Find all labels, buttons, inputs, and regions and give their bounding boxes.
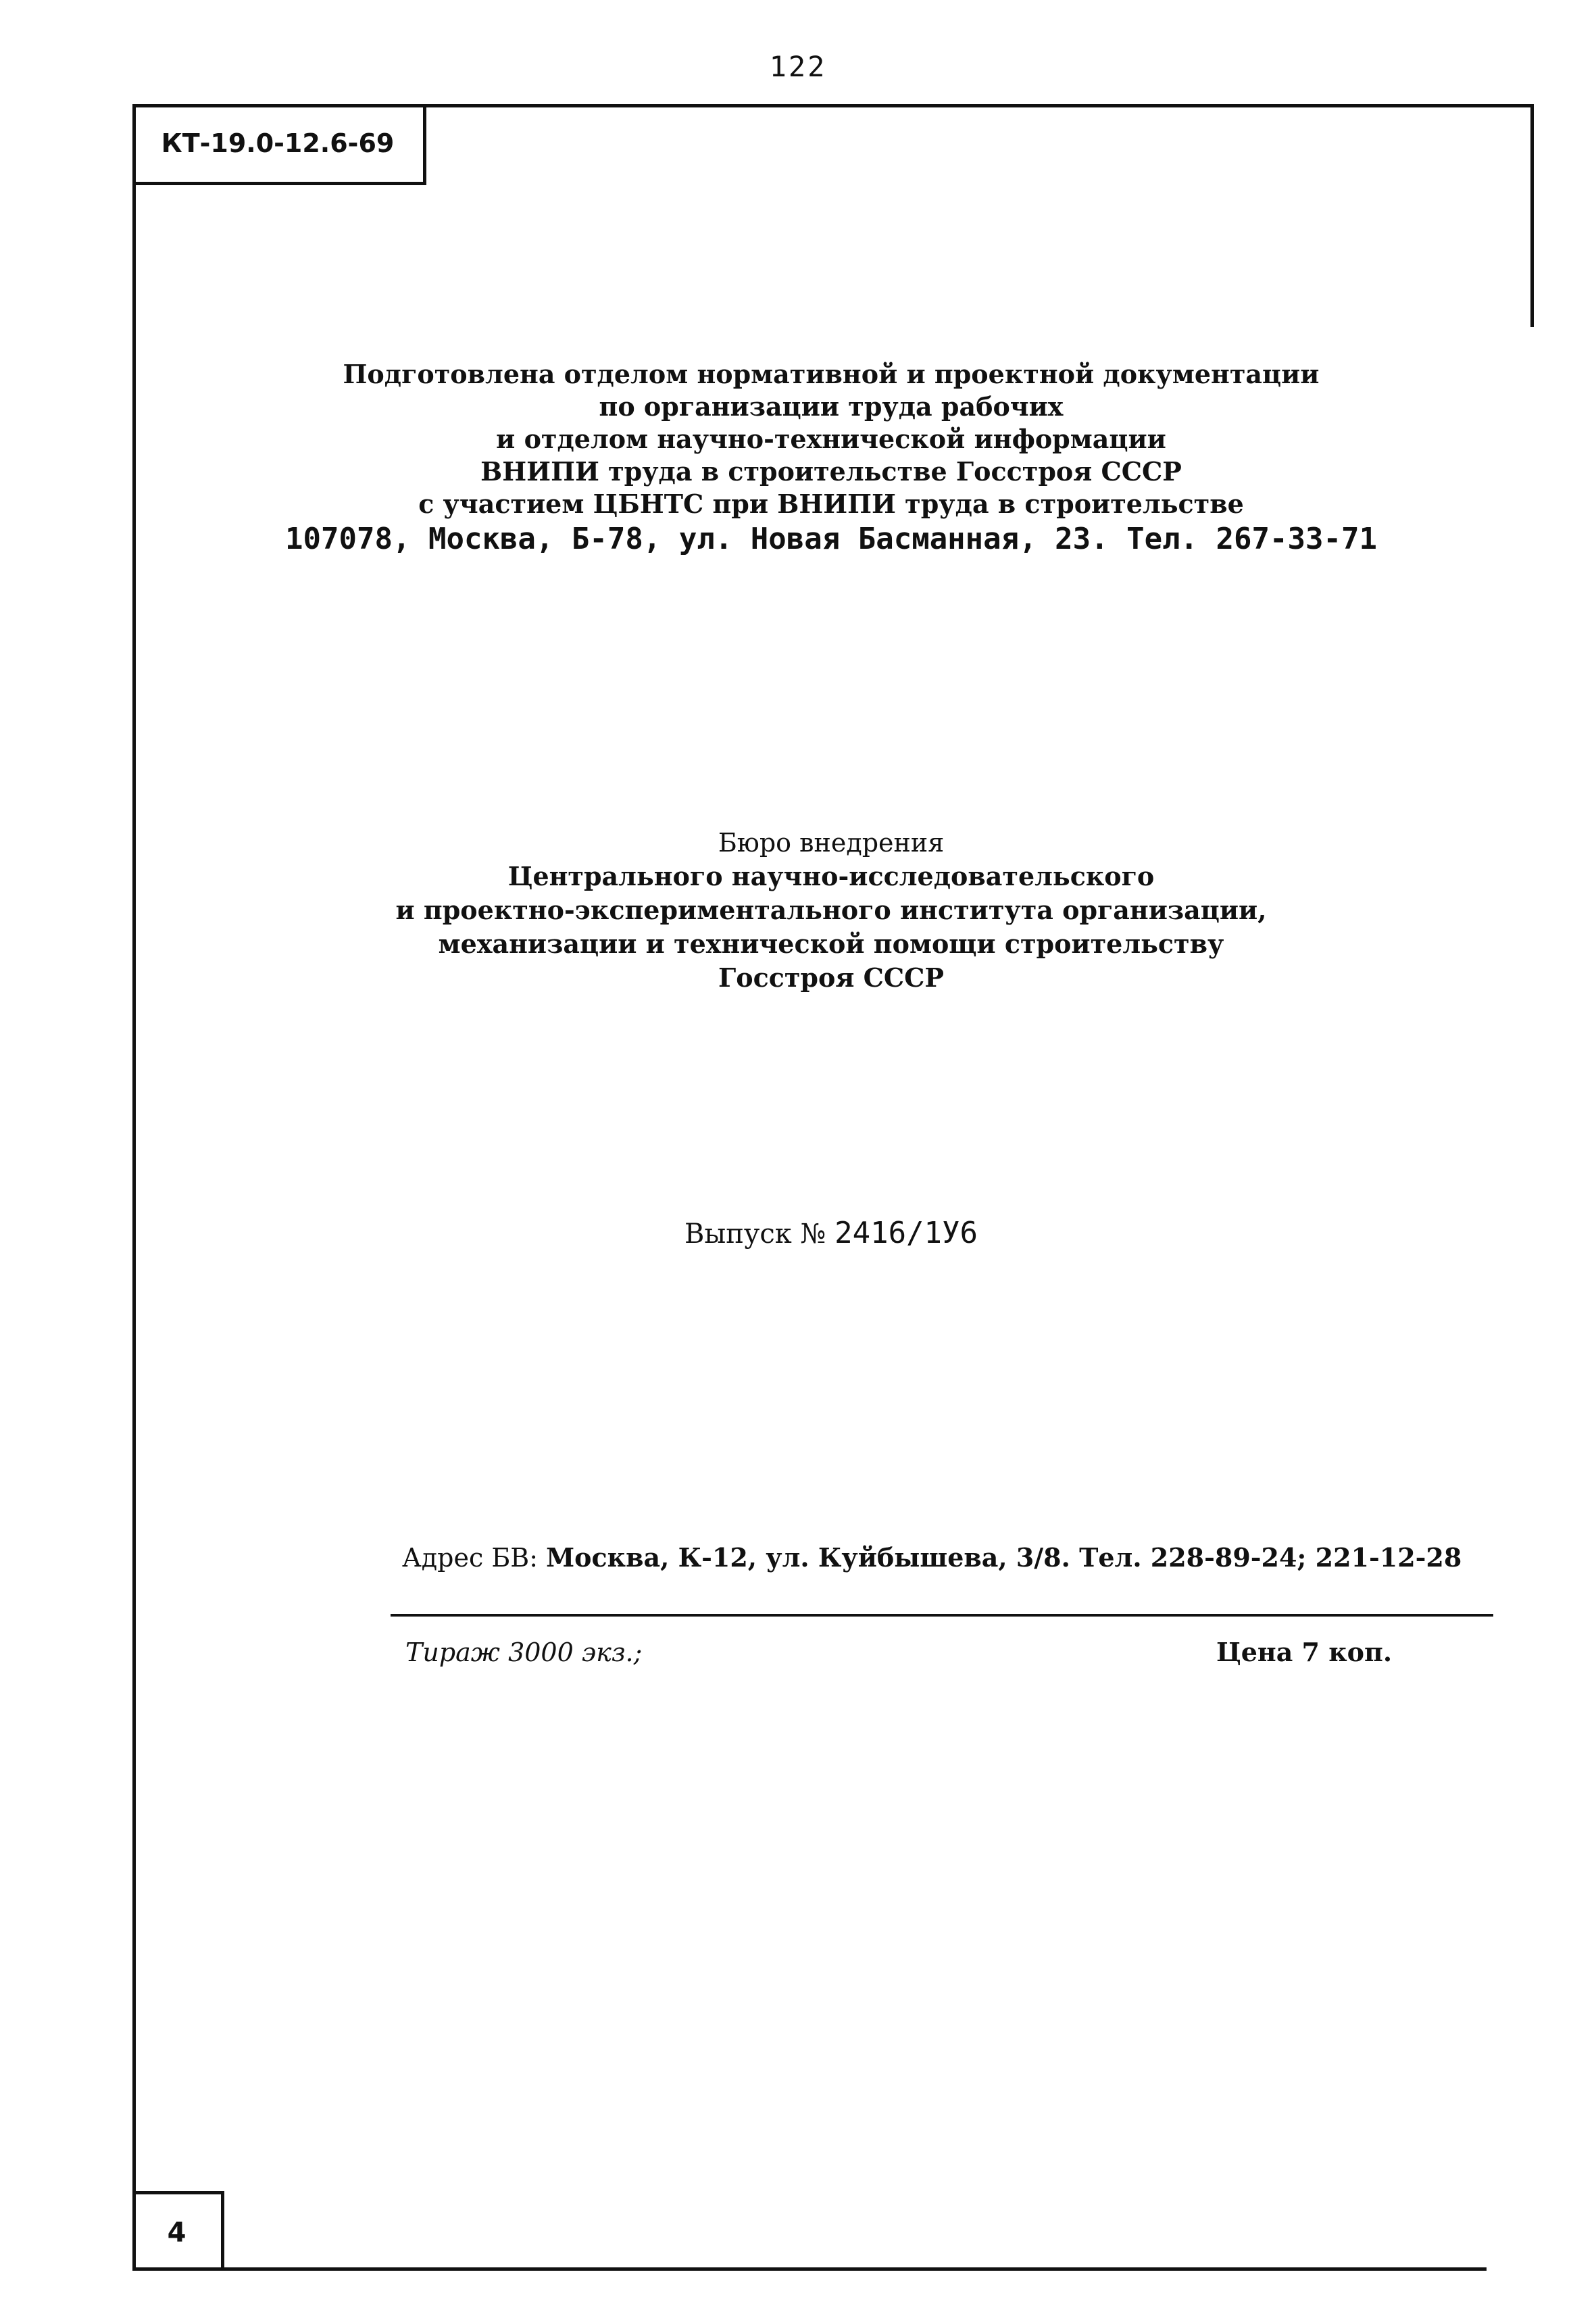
issue-label: Выпуск №	[684, 1218, 826, 1250]
prepared-by-block	[203, 358, 1460, 558]
bv-address-value: Москва, К-12, ул. Куйбышева, 3/8. Тел. 228-89-24; 221-12-28	[546, 1542, 1462, 1573]
bureau-line: Госстроя СССР	[718, 962, 944, 993]
bureau-title: Бюро внедрения	[718, 828, 945, 858]
bv-address-line	[402, 1541, 1510, 1575]
prepared-by-line: по организации труда рабочих	[599, 391, 1064, 422]
page-number: 122	[769, 50, 827, 83]
prepared-by-line: ВНИПИ труда в строительстве Госстроя СССР	[480, 456, 1182, 487]
frame-bottom-border	[132, 2267, 1487, 2271]
sheet-number-box	[132, 2191, 224, 2271]
bureau-line: Центрального научно-исследовательского	[507, 861, 1155, 891]
issue-line	[203, 1216, 1460, 1251]
print-run: Тираж 3000 экз.;	[405, 1638, 643, 1667]
frame-right-border	[1530, 104, 1534, 327]
prepared-by-line: Подготовлена отделом нормативной и проектной документации	[343, 359, 1320, 389]
sheet-number: 4	[167, 2217, 186, 2248]
price: Цена 7 коп.	[1216, 1637, 1393, 1667]
bureau-line: и проектно-экспериментального института организации,	[395, 895, 1267, 925]
document-code-box	[132, 104, 426, 185]
issue-number: 2416/1У6	[834, 1216, 978, 1250]
frame-left-border	[132, 104, 136, 2271]
bv-address-label: Адрес БВ:	[402, 1543, 539, 1573]
document-code: КТ-19.0-12.6-69	[161, 128, 395, 158]
institute-address: 107078, Москва, Б-78, ул. Новая Басманная, 23. Тел. 267-33-71	[285, 522, 1377, 556]
prepared-by-line: и отделом научно-технической информации	[496, 424, 1166, 454]
bureau-line: механизации и технической помощи строительству	[438, 929, 1224, 959]
prepared-by-line: с участием ЦБНТС при ВНИПИ труда в строительстве	[418, 489, 1244, 519]
divider-line	[391, 1614, 1493, 1617]
bureau-block	[203, 826, 1460, 995]
